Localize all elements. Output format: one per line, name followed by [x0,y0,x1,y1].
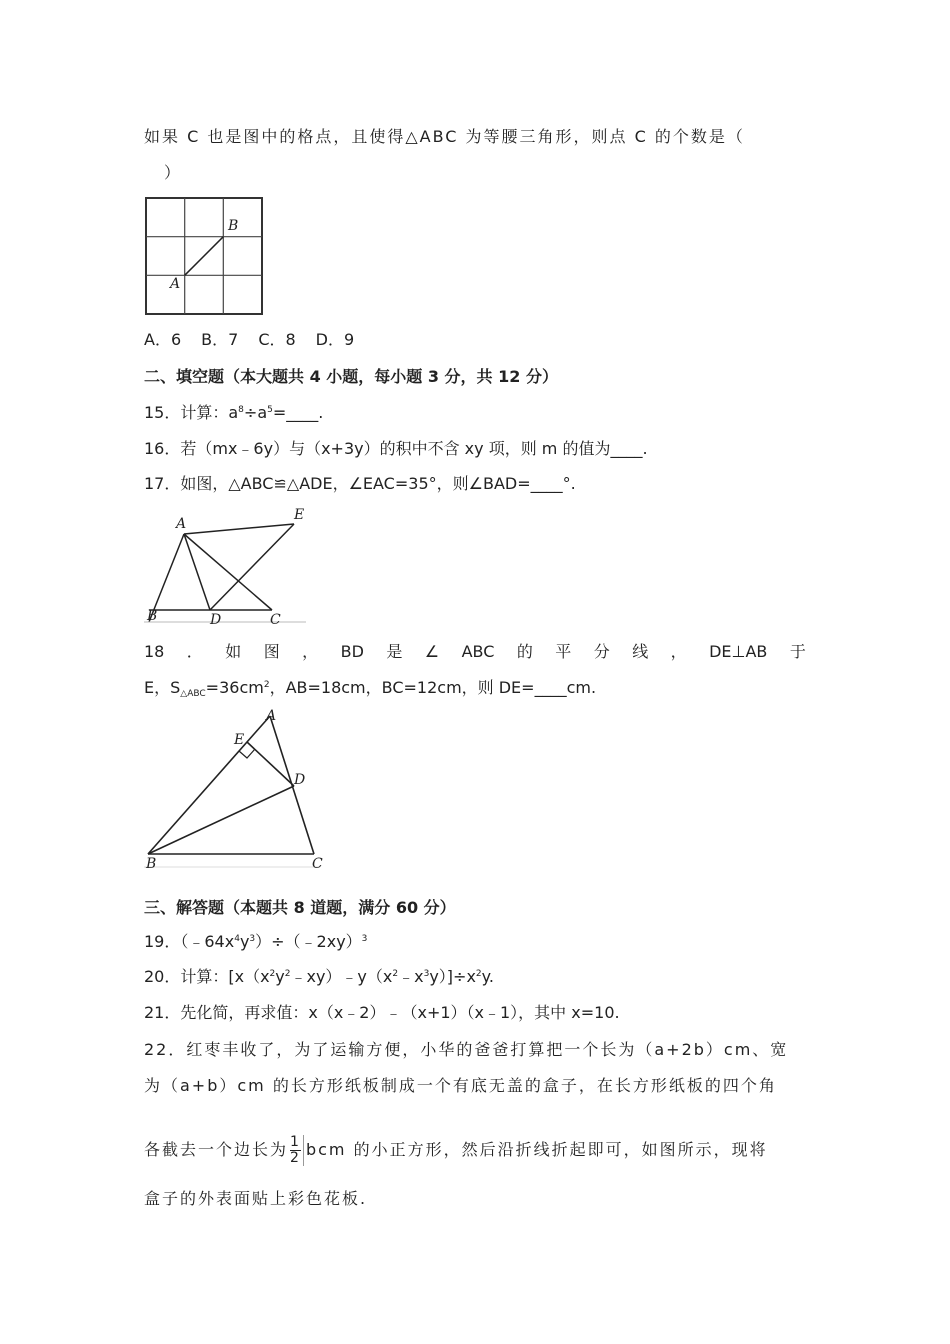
label-a: A [176,516,187,532]
q18-token: ， [670,642,687,661]
q18-l2-a: E，S [144,678,181,697]
q18-line2 [144,677,596,699]
segment-ab [185,237,224,276]
q18-token: ， [302,642,319,661]
label-e: E [294,507,305,523]
label-d: D [210,612,222,628]
label-b: B [228,218,239,234]
q17: 17．如图，△ABC≌△ADE，∠EAC=35°，则∠BAD=____°. [144,474,576,493]
q18-l2-sup: 2 [263,680,270,690]
q18-l2-sub: △ABC [180,689,206,699]
q21: 21．先化简，再求值：x（x﹣2）﹣（x+1）（x﹣1），其中 x=10. [144,1003,620,1022]
q20-c: ﹣xy）﹣y（x [290,967,393,986]
segment-bd [148,786,294,854]
section3-heading: 三、解答题（本题共 8 道题，满分 60 分） [144,898,456,917]
q22-line4: 盒子的外表面贴上彩色花板. [144,1189,368,1208]
q18-token: DE⊥AB [709,642,768,661]
q18-token: 于 [789,642,806,661]
segment-de [247,742,294,786]
label-e: E [234,732,245,748]
q18-l2-c: ，AB=18cm，BC=12cm，则 DE=____cm. [269,678,597,697]
q14-line1: 如果 C 也是图中的格点，且使得△ABC 为等腰三角形，则点 C 的个数是（ [144,127,745,146]
q20 [144,966,494,988]
q20-b: y [275,967,285,986]
option-b[interactable]: B．7 [201,330,239,349]
q18-token: 如 [225,642,242,661]
q18-token: 图 [263,642,280,661]
label-a: A [266,708,277,724]
section2-heading: 二、填空题（本大题共 4 小题，每小题 3 分，共 12 分） [144,367,558,386]
q18-token: ABC [461,642,495,661]
q20-f: y. [481,967,494,986]
q22-line1: 22．红枣丰收了，为了运输方便，小华的爸爸打算把一个长为（a+2b）cm、宽 [144,1040,789,1059]
q19 [144,931,367,953]
q19-a: 19．（﹣64x [144,932,235,951]
q19-b: y [239,932,250,951]
q20-e: y）]÷x [429,967,476,986]
q22-line2: 为（a+b）cm 的长方形纸板制成一个有底无盖的盒子，在长方形纸板的四个角 [144,1076,777,1095]
q15-post: =____. [272,403,324,422]
q20-s3: 2 [392,969,399,979]
q22-line3-post: bcm 的小正方形，然后沿折线折起即可，如图所示，现将 [305,1140,768,1159]
q19-s2: 3 [249,934,256,944]
q15 [144,402,323,424]
q19-c: ）÷（﹣2xy） [255,932,362,951]
q18-token: 18 [144,642,165,661]
q22-line3 [144,1135,768,1166]
fraction [290,1135,304,1166]
fraction-denominator: 2 [290,1150,301,1166]
q20-d: ﹣x [398,967,424,986]
grid-figure [144,196,266,318]
segment-ab [148,716,270,854]
q19-s1: 4 [234,934,240,944]
q14-options [144,329,354,351]
q19-s3: 3 [361,934,368,944]
q20-s1: 2 [269,969,276,979]
q22-line3-pre: 各截去一个边长为 [144,1140,289,1159]
q18-l2-b: =36cm [205,678,264,697]
q20-s2: 2 [284,969,291,979]
q18-token: BD [340,642,364,661]
q20-a: 20．计算：[x（x [144,967,270,986]
q18-token: 线 [632,642,649,661]
label-d: D [294,772,306,788]
q18-token: 分 [593,642,610,661]
label-b: B [147,608,158,624]
q15-pre: 15．计算：a [144,403,239,422]
congruent-triangles-figure [144,504,310,628]
q14-line2: ） [164,163,181,182]
label-c: C [270,612,281,628]
right-angle-mark [239,749,255,758]
q18-token: 平 [555,642,572,661]
segment-ae [184,524,294,534]
q15-exp2: 5 [267,405,273,415]
q20-s4: 3 [423,969,430,979]
q18-token: ∠ [424,642,440,661]
q20-s5: 2 [475,969,482,979]
q16: 16．若（mx﹣6y）与（x+3y）的积中不含 xy 项，则 m 的值为____. [144,439,648,458]
q18-token: 是 [386,642,403,661]
q15-exp1: 8 [238,405,244,415]
option-c[interactable]: C．8 [258,330,296,349]
q18-line1 [144,641,806,663]
option-a[interactable]: A．6 [144,330,182,349]
label-b: B [146,856,157,872]
option-d[interactable]: D．9 [315,330,355,349]
label-a: A [170,276,181,292]
fraction-numerator: 1 [290,1134,301,1150]
label-c: C [312,856,323,872]
angle-bisector-figure [144,706,324,872]
q18-token: 的 [516,642,533,661]
q15-mid: ÷a [243,403,268,422]
q18-token: ． [186,642,203,661]
